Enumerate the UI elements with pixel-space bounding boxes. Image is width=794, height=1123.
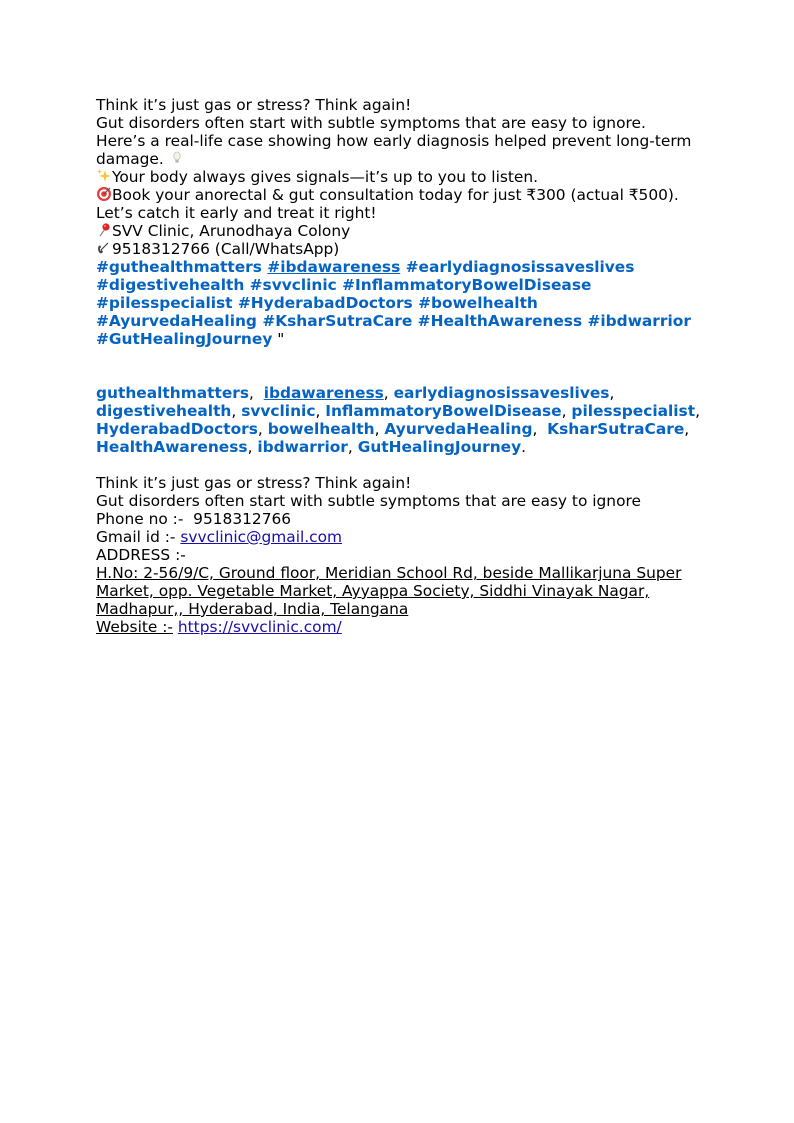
hashtag-link[interactable]: #svvclinic <box>249 276 337 294</box>
keyword-link[interactable]: ibdawareness <box>263 384 384 402</box>
hashtag-link[interactable]: #HealthAwareness <box>417 312 583 330</box>
contact-headline: Think it’s just gas or stress? Think again! <box>96 474 412 492</box>
keyword-link[interactable]: guthealthmatters <box>96 384 250 402</box>
phone-row <box>96 510 706 528</box>
post-signals-line: Your body always gives signals—it’s up to you to listen. <box>96 168 706 186</box>
keyword-link[interactable]: KsharSutraCare <box>547 420 685 438</box>
keyword-link[interactable]: bowelhealth <box>267 420 375 438</box>
hashtag-link[interactable]: #digestivehealth <box>96 276 245 294</box>
keyword-link[interactable]: digestivehealth <box>96 402 232 420</box>
keyword-row-1: guthealthmatters, ibdawareness, earlydiagnosissaveslives, <box>96 384 615 402</box>
hashtag-row-2 <box>96 276 706 294</box>
post-cta-line: Let’s catch it early and treat it right! <box>96 204 377 222</box>
gmail-label: Gmail id :- <box>96 528 176 546</box>
post-headline: Think it’s just gas or stress? Think again! <box>96 96 412 114</box>
keyword-link[interactable]: earlydiagnosissaveslives <box>393 384 610 402</box>
post-case-line: Here’s a real-life case showing how early diagnosis helped prevent long-term <box>96 132 692 150</box>
keyword-link[interactable]: AyurvedaHealing <box>384 420 533 438</box>
hashtag-row-5 <box>96 330 706 348</box>
address-line[interactable]: H.No: 2-56/9/C, Ground floor, Meridian School Rd, beside Mallikarjuna Super <box>96 564 682 582</box>
keyword-link[interactable]: ibdwarrior <box>257 438 348 456</box>
light-bulb-icon <box>169 150 185 166</box>
hashtag-link[interactable]: #ibdwarrior <box>587 312 691 330</box>
hashtag-link[interactable]: #ibdawareness <box>267 258 401 276</box>
gmail-link[interactable]: svvclinic@gmail.com <box>180 528 343 546</box>
contact-subline: Gut disorders often start with subtle symptoms that are easy to ignore <box>96 492 641 510</box>
keyword-link[interactable]: HyderabadDoctors <box>96 420 258 438</box>
website-label: Website :- <box>96 618 173 636</box>
trailing-quote: " <box>277 330 285 348</box>
post-phone-line: 9518312766 (Call/WhatsApp) <box>96 240 706 258</box>
post-clinic-line: SVV Clinic, Arunodhaya Colony <box>96 222 706 240</box>
keyword-link[interactable]: svvclinic <box>241 402 316 420</box>
address-label: ADDRESS :- <box>96 546 186 564</box>
gmail-row <box>96 528 706 546</box>
keyword-row-4: HealthAwareness, ibdwarrior, GutHealingJourney. <box>96 438 527 456</box>
hashtag-link[interactable]: #pilesspecialist <box>96 294 233 312</box>
spacer <box>96 456 706 474</box>
hashtag-link[interactable]: #AyurvedaHealing <box>96 312 257 330</box>
phone-label: Phone no :- <box>96 510 184 528</box>
round-pushpin-icon <box>96 222 112 238</box>
document-page <box>96 96 706 636</box>
keyword-row-3: HyderabadDoctors, bowelhealth, AyurvedaHealing, KsharSutraCare, <box>96 420 690 438</box>
hashtag-row-3 <box>96 294 706 312</box>
post-case-line-end: damage. <box>96 150 706 168</box>
hashtag-link[interactable]: #earlydiagnosissaveslives <box>405 258 635 276</box>
hashtag-link[interactable]: #InflammatoryBowelDisease <box>342 276 592 294</box>
website-link[interactable]: https://svvclinic.com/ <box>177 618 342 636</box>
phone-value: 9518312766 <box>193 510 292 528</box>
keyword-link[interactable]: InflammatoryBowelDisease <box>325 402 562 420</box>
keyword-link[interactable]: HealthAwareness <box>96 438 248 456</box>
keyword-link[interactable]: GutHealingJourney <box>357 438 522 456</box>
hashtag-link[interactable]: #guthealthmatters <box>96 258 262 276</box>
hashtag-link[interactable]: #HyderabadDoctors <box>237 294 413 312</box>
website-row <box>96 618 706 636</box>
hashtag-link[interactable]: #bowelhealth <box>418 294 538 312</box>
keyword-link[interactable]: pilesspecialist <box>571 402 696 420</box>
address-line[interactable]: Market, opp. Vegetable Market, Ayyappa Society, Siddhi Vinayak Nagar, <box>96 582 650 600</box>
hashtag-row-4 <box>96 312 706 330</box>
target-icon <box>96 186 112 202</box>
post-booking-line: Book your anorectal & gut consultation today for just ₹300 (actual ₹500). <box>96 186 706 204</box>
telephone-icon <box>96 240 112 256</box>
spacer <box>96 348 706 384</box>
post-intro: Gut disorders often start with subtle symptoms that are easy to ignore. <box>96 114 646 132</box>
keyword-row-2: digestivehealth, svvclinic, InflammatoryBowelDisease, pilesspecialist, <box>96 402 700 420</box>
sparkles-icon <box>96 168 112 184</box>
hashtag-link[interactable]: #GutHealingJourney <box>96 330 273 348</box>
address-line[interactable]: Madhapur,, Hyderabad, India, Telangana <box>96 600 409 618</box>
hashtag-link[interactable]: #KsharSutraCare <box>262 312 413 330</box>
hashtag-row-1 <box>96 258 706 276</box>
